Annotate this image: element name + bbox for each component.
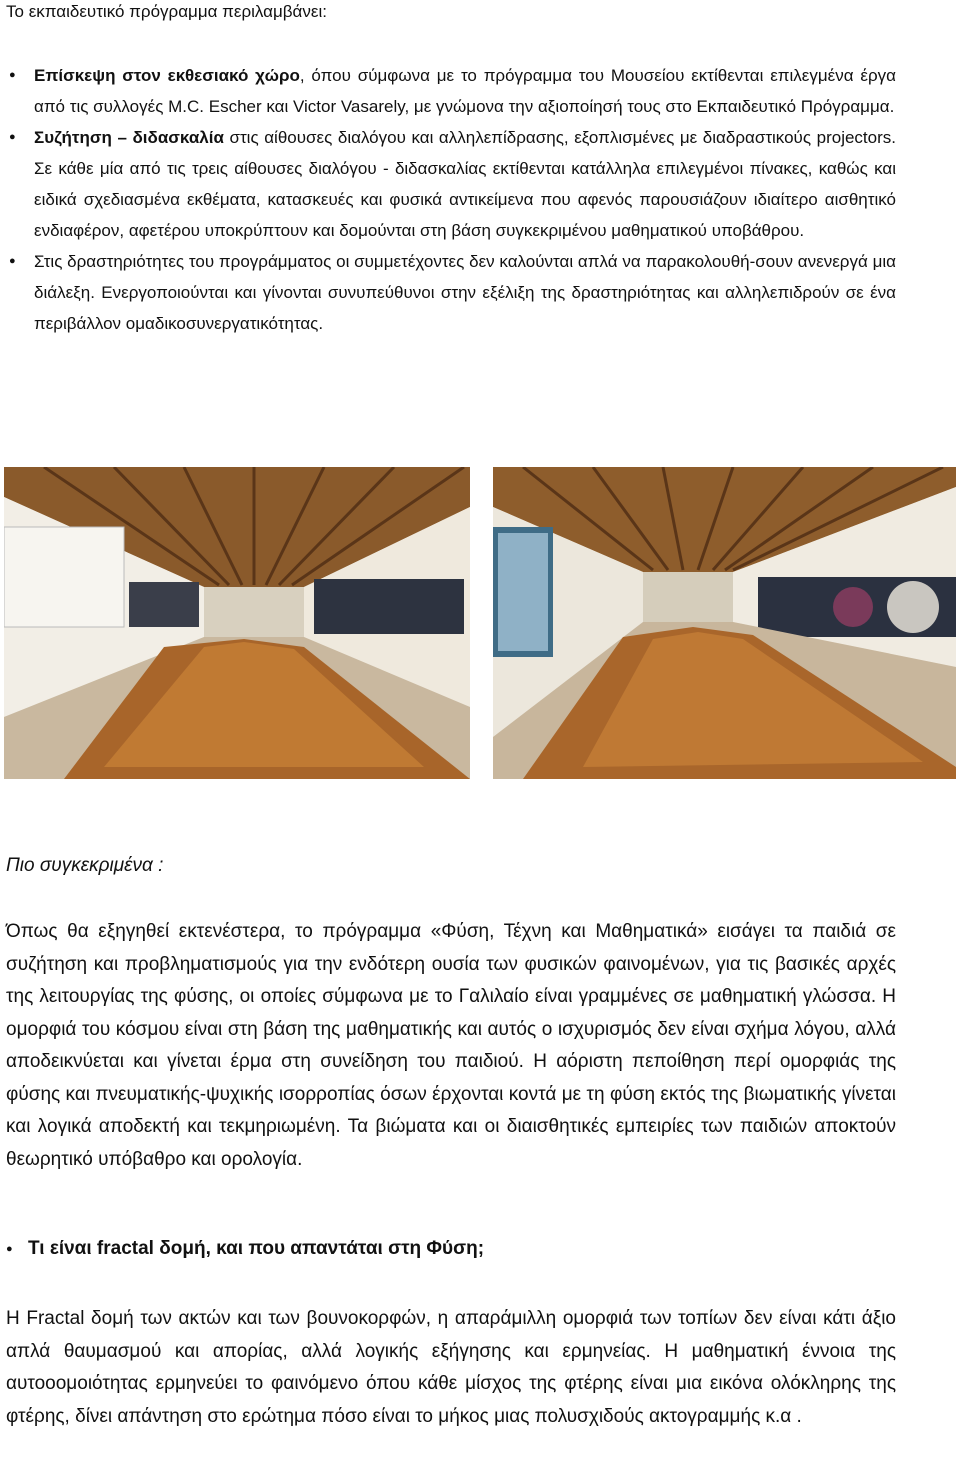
list-item	[6, 60, 896, 122]
item-text: , όπου σύμφωνα με το πρόγραμμα του Μουσείου εκτίθενται επιλεγμένα έργα από τις συλλογές M.C. Escher και Victor Vasarely, με γνώμονα την αξιοποίησή τους στο Εκπαιδευτικό Πρόγραμμα.	[34, 66, 896, 116]
item-heading: Επίσκεψη στον εκθεσιακό χώρο	[34, 66, 300, 85]
section-heading-text: Τι είναι fractal δομή, και που απαντάται στη Φύση;	[28, 1238, 485, 1259]
item-text: στις αίθουσες διαλόγου και αλληλεπίδρασης, εξοπλισμένες με διαδραστικούς projectors. Σε κάθε μία από τις τρεις αίθουσες διαλόγου - διδασκαλίας εκτίθενται κατάλληλα επιλεγμένοι πίνακες, καθώς και ειδικά σχεδιασμένα εκθέματα, κατασκευές και φυσικά αντικείμενα που αφενός παρουσιάζουν ιδιαίτερο αισθητικό ενδιαφέρον, αφετέρου υποκρύπτουν και δομούνται στη βάση συγκεκριμένου μαθηματικού υποβάθρου.	[34, 128, 896, 240]
intro-text: Το εκπαιδευτικό πρόγραμμα περιλαμβάνει:	[6, 2, 327, 21]
subheading: Πιο συγκεκριμένα :	[6, 855, 164, 876]
bullet-icon: ●	[6, 1242, 13, 1255]
exhibition-room-photo-left	[4, 467, 470, 779]
paragraph-1: Όπως θα εξηγηθεί εκτενέστερα, το πρόγραμμα «Φύση, Τέχνη και Μαθηματικά» εισάγει τα παιδιά σε συζήτηση και προβληματισμούς για την ενδότερη ουσία των φυσικών φαινομένων, για τις βασικές αρχές της λειτουργίας της φύσης, οι οποίες σύμφωνα με το Γαλιλαίο είναι γραμμένες σε μαθηματική γλώσσα. Η ομορφιά του κόσμου είναι στη βάση της μαθηματικής και αυτός ο ισχυρισμός δεν είναι σχήμα λόγου, αλλά αποδεικνύεται και γίνεται έρμα στη συνείδηση του παιδιού. Η αόριστη πεποίθηση περί ομορφιάς της φύσης και πνευματικής-ψυχικής ισορροπίας όσων έρχονται κοντά με τη φύση εκτός της βιωματικής γίνεται και λογικά αποδεκτή και τεκμηριωμένη. Τα βιώματα και οι διαισθητικές εμπειρίες των παιδιών αποκτούν θεωρητικό υπόβαθρο και ορολογία.	[6, 921, 896, 1170]
item-heading: Συζήτηση – διδασκαλία	[34, 128, 224, 147]
list-item	[6, 122, 896, 246]
list-item	[6, 246, 896, 339]
section-heading	[6, 1238, 484, 1260]
exhibition-room-photo-right	[493, 467, 956, 779]
paragraph-2: Η Fractal δομή των ακτών και των βουνοκορφών, η απαράμιλλη ομορφιά των τοπίων δεν είναι κάτι άξιο απλά θαυμασμού και απορίας, αλλά λογικής εξήγησης και ερμηνείας. Η μαθηματική έννοια της αυτοοομοιότητας ερμηνεύει το φαινόμενο όπου κάθε μίσχος της φτέρης είναι μια εικόνα ολόκληρης της φτέρης, δίνει απάντηση στο ερώτημα πόσο είναι το μήκος μιας πολυσχιδούς ακτογραμμής κ.α .	[6, 1308, 896, 1427]
program-list	[6, 60, 896, 339]
item-text: Στις δραστηριότητες του προγράμματος οι συμμετέχοντες δεν καλούνται απλά να παρακολουθή-σουν ανενεργά μια διάλεξη. Ενεργοποιούνται και γίνονται συνυπεύθυνοι στην εξέλιξη της δραστηριότητας και αλληλεπιδρούν σε ένα περιβάλλον ομαδικοσυνεργατικότητας.	[34, 252, 896, 333]
